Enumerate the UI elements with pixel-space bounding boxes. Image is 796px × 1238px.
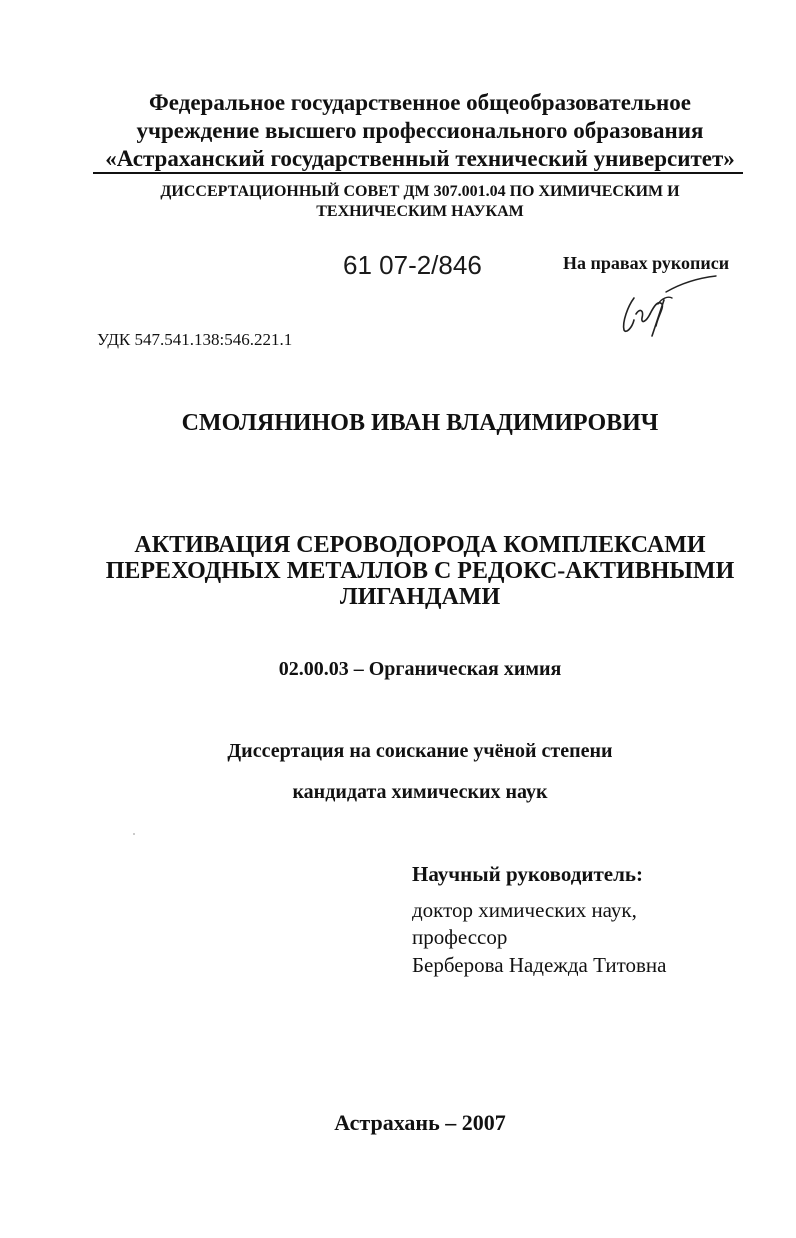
scan-speck [133,833,135,835]
rights-note: На правах рукописи [563,253,730,273]
council-line-1: ДИССЕРТАЦИОННЫЙ СОВЕТ ДМ 307.001.04 ПО ХИМИЧЕСКИМ И [160,183,680,200]
institution-line-3: «Астраханский государственный технический университет» [105,146,735,171]
degree-line-2: кандидата химических наук [292,781,548,803]
institution-line-2: учреждение высшего профессионального образования [136,118,704,143]
thesis-title-line-2: ПЕРЕХОДНЫХ МЕТАЛЛОВ С РЕДОКС-АКТИВНЫМИ [105,558,735,584]
institution-line-1: Федеральное государственное общеобразовательное [149,90,691,115]
supervisor-degree: доктор химических наук, [412,898,637,922]
catalog-number: 61 07-2/846 [343,250,482,280]
institution-divider [93,172,743,174]
udk-code: УДК 547.541.138:546.221.1 [97,330,293,349]
handwritten-signature [612,270,722,340]
council-line-2: ТЕХНИЧЕСКИМ НАУКАМ [316,203,524,220]
supervisor-heading: Научный руководитель: [412,862,643,886]
specialty: 02.00.03 – Органическая химия [278,658,562,680]
degree-line-1: Диссертация на соискание учёной степени [227,740,613,762]
supervisor-name: Берберова Надежда Титовна [412,953,667,977]
thesis-title-line-1: АКТИВАЦИЯ СЕРОВОДОРОДА КОМПЛЕКСАМИ [134,532,706,558]
author-name: СМОЛЯНИНОВ ИВАН ВЛАДИМИРОВИЧ [181,410,659,436]
supervisor-rank: профессор [412,925,508,949]
thesis-title-line-3: ЛИГАНДАМИ [339,584,501,610]
city-year: Астрахань – 2007 [334,1110,506,1135]
